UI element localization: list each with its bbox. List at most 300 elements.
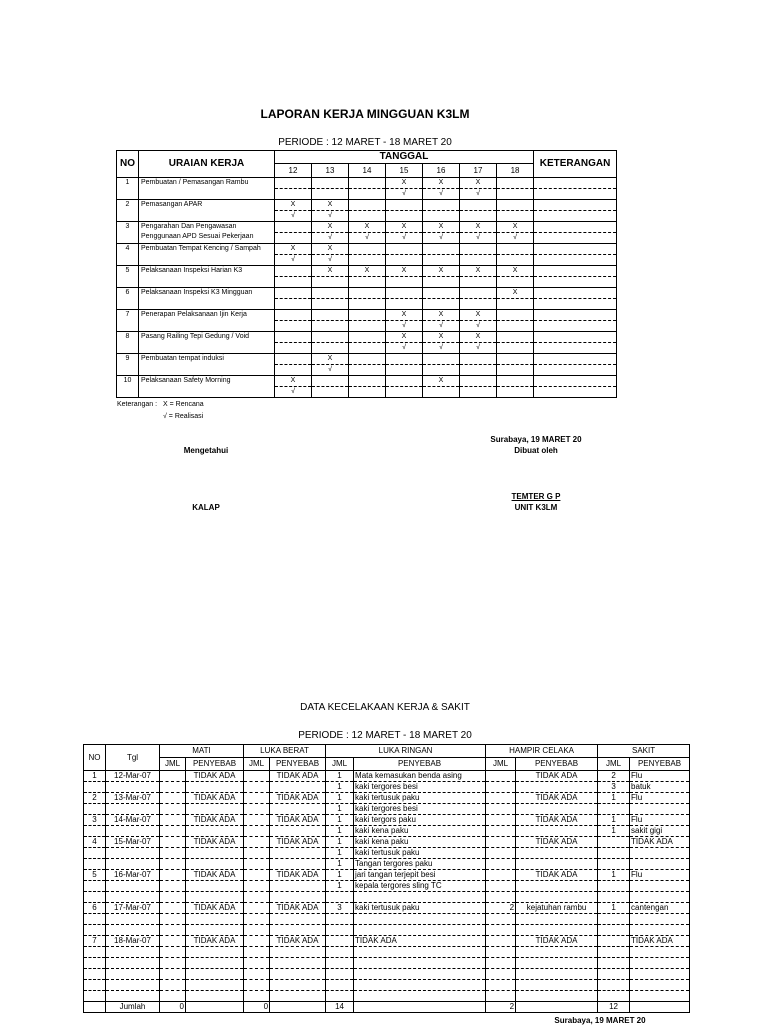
acc-row bbox=[84, 914, 690, 925]
acc-cell: 1 bbox=[598, 826, 630, 837]
mark-cell bbox=[275, 222, 312, 233]
acc-cell bbox=[244, 947, 270, 958]
mark-cell: X bbox=[386, 332, 423, 343]
mark-cell: X bbox=[423, 310, 460, 321]
acc-cell bbox=[486, 936, 516, 947]
acc-cell bbox=[106, 881, 160, 892]
acc-cell bbox=[486, 991, 516, 1002]
acc-cell bbox=[598, 859, 630, 870]
mark-cell: √ bbox=[312, 365, 349, 376]
acc-cell: 0 bbox=[244, 1002, 270, 1013]
acc-cell bbox=[84, 859, 106, 870]
acc-cell bbox=[326, 925, 354, 936]
acc-cell: TIDAK ADA bbox=[186, 771, 244, 782]
mark-cell bbox=[460, 288, 497, 299]
acc-cell bbox=[84, 980, 106, 991]
acc-cell: TIDAK ADA bbox=[186, 870, 244, 881]
acc-group-luka-ringan: LUKA RINGAN bbox=[326, 745, 486, 758]
mark-cell bbox=[312, 310, 349, 321]
acc-cell bbox=[354, 914, 486, 925]
mark-cell bbox=[275, 332, 312, 343]
row-description-line2 bbox=[141, 298, 274, 308]
row-number: 2 bbox=[117, 200, 139, 222]
mark-cell bbox=[423, 354, 460, 365]
mark-cell: X bbox=[349, 266, 386, 277]
acc-cell bbox=[106, 848, 160, 859]
acc-cell: 13-Mar-07 bbox=[106, 793, 160, 804]
acc-cell: Flu bbox=[630, 870, 690, 881]
keterangan-cell bbox=[534, 343, 617, 354]
acc-cell bbox=[186, 980, 244, 991]
mark-cell bbox=[275, 189, 312, 200]
mark-cell bbox=[423, 211, 460, 222]
acc-cell: TIDAK ADA bbox=[354, 936, 486, 947]
mark-cell: X bbox=[460, 178, 497, 189]
day-header: 12 bbox=[275, 164, 312, 178]
mark-cell bbox=[349, 211, 386, 222]
acc-cell bbox=[160, 925, 186, 936]
mark-cell bbox=[349, 365, 386, 376]
acc-cell bbox=[160, 936, 186, 947]
mark-cell bbox=[386, 354, 423, 365]
legend-label: Keterangan : bbox=[117, 401, 158, 408]
acc-sub-penyebab: PENYEBAB bbox=[630, 758, 690, 771]
acc-cell: 1 bbox=[598, 793, 630, 804]
row-description: Pelaksanaan Inspeksi Harian K3 bbox=[141, 267, 243, 274]
acc-cell: TIDAK ADA bbox=[516, 771, 598, 782]
mark-cell: X bbox=[423, 376, 460, 387]
signature-left-name: KALAP bbox=[192, 503, 220, 512]
acc-cell bbox=[244, 848, 270, 859]
acc-cell bbox=[630, 958, 690, 969]
mark-cell bbox=[386, 277, 423, 288]
mark-cell bbox=[349, 189, 386, 200]
acc-cell bbox=[354, 969, 486, 980]
row-description: Pemasangan APAR bbox=[141, 201, 203, 208]
acc-cell bbox=[598, 914, 630, 925]
acc-cell: TIDAK ADA bbox=[270, 793, 326, 804]
mark-cell: X bbox=[460, 266, 497, 277]
row-description: Pasang Railing Tepi Gedung / Void bbox=[141, 333, 250, 340]
acc-cell: 3 bbox=[326, 903, 354, 914]
day-header: 17 bbox=[460, 164, 497, 178]
acc-cell: TIDAK ADA bbox=[270, 837, 326, 848]
acc-cell: batuk bbox=[630, 782, 690, 793]
acc-cell bbox=[244, 782, 270, 793]
mark-cell bbox=[386, 255, 423, 266]
acc-cell bbox=[160, 980, 186, 991]
acc-cell bbox=[630, 914, 690, 925]
mark-cell bbox=[497, 178, 534, 189]
acc-cell bbox=[244, 892, 270, 903]
mark-cell bbox=[497, 200, 534, 211]
keterangan-cell bbox=[534, 189, 617, 200]
mark-cell bbox=[349, 255, 386, 266]
col-uraian: URAIAN KERJA bbox=[139, 151, 275, 178]
acc-cell: 7 bbox=[84, 936, 106, 947]
col-tanggal: TANGGAL bbox=[275, 151, 534, 164]
acc-cell: TIDAK ADA bbox=[516, 936, 598, 947]
row-number: 8 bbox=[117, 332, 139, 354]
acc-cell bbox=[84, 892, 106, 903]
mark-cell bbox=[312, 277, 349, 288]
acc-cell bbox=[160, 804, 186, 815]
acc-cell: 1 bbox=[326, 848, 354, 859]
row-number: 9 bbox=[117, 354, 139, 376]
mark-cell bbox=[275, 354, 312, 365]
acc-cell: cantengan bbox=[630, 903, 690, 914]
acc-cell bbox=[106, 925, 160, 936]
acc-cell bbox=[160, 859, 186, 870]
acc-cell: TIDAK ADA bbox=[270, 870, 326, 881]
acc-cell: 1 bbox=[326, 815, 354, 826]
keterangan-cell bbox=[534, 354, 617, 365]
keterangan-cell bbox=[534, 365, 617, 376]
acc-cell: 1 bbox=[326, 870, 354, 881]
mark-cell: X bbox=[386, 266, 423, 277]
acc-cell bbox=[186, 881, 244, 892]
row-number: 5 bbox=[117, 266, 139, 288]
acc-cell bbox=[598, 947, 630, 958]
acc-cell: 4 bbox=[84, 837, 106, 848]
acc-cell bbox=[326, 969, 354, 980]
acc-row bbox=[84, 793, 690, 804]
acc-row bbox=[84, 958, 690, 969]
mark-cell bbox=[460, 354, 497, 365]
mark-cell bbox=[312, 299, 349, 310]
acc-cell bbox=[270, 914, 326, 925]
mark-cell bbox=[460, 365, 497, 376]
mark-cell bbox=[386, 387, 423, 398]
acc-cell bbox=[160, 903, 186, 914]
report-row bbox=[117, 310, 617, 321]
acc-cell bbox=[244, 793, 270, 804]
acc-sub-jml: JML bbox=[244, 758, 270, 771]
acc-cell bbox=[516, 892, 598, 903]
acc-cell bbox=[270, 947, 326, 958]
mark-cell bbox=[497, 321, 534, 332]
mark-cell: X bbox=[497, 222, 534, 233]
acc-cell bbox=[598, 925, 630, 936]
mark-cell bbox=[497, 365, 534, 376]
report-row bbox=[117, 222, 617, 233]
keterangan-cell bbox=[534, 233, 617, 244]
acc-cell bbox=[160, 947, 186, 958]
acc-cell bbox=[630, 925, 690, 936]
acc-cell bbox=[326, 914, 354, 925]
keterangan-cell bbox=[534, 321, 617, 332]
mark-cell: √ bbox=[275, 387, 312, 398]
acc-cell bbox=[270, 881, 326, 892]
acc-cell bbox=[84, 958, 106, 969]
acc-cell bbox=[516, 914, 598, 925]
mark-cell: √ bbox=[386, 321, 423, 332]
acc-cell bbox=[630, 848, 690, 859]
acc-cell bbox=[516, 848, 598, 859]
acc-cell bbox=[326, 958, 354, 969]
mark-cell: X bbox=[423, 178, 460, 189]
acc-cell bbox=[630, 804, 690, 815]
signature-place-date: Surabaya, 19 MARET 20 bbox=[490, 435, 582, 444]
acc-cell bbox=[270, 980, 326, 991]
acc-cell bbox=[160, 782, 186, 793]
acc-cell: 12-Mar-07 bbox=[106, 771, 160, 782]
report-row bbox=[117, 244, 617, 255]
mark-cell bbox=[497, 332, 534, 343]
mark-cell: X bbox=[423, 332, 460, 343]
mark-cell bbox=[497, 343, 534, 354]
row-description: Pembuatan / Pemasangan Rambu bbox=[141, 179, 249, 186]
mark-cell bbox=[312, 189, 349, 200]
acc-cell bbox=[486, 947, 516, 958]
acc-sub-penyebab: PENYEBAB bbox=[186, 758, 244, 771]
acc-cell bbox=[486, 848, 516, 859]
acc-cell bbox=[270, 925, 326, 936]
mark-cell bbox=[423, 255, 460, 266]
mark-cell: X bbox=[275, 376, 312, 387]
acc-cell bbox=[186, 969, 244, 980]
mark-cell bbox=[460, 277, 497, 288]
acc-cell bbox=[186, 925, 244, 936]
report-period: PERIODE : 12 MARET - 18 MARET 20 bbox=[278, 137, 452, 148]
acc-cell bbox=[486, 969, 516, 980]
acc-cell bbox=[598, 892, 630, 903]
keterangan-cell bbox=[534, 255, 617, 266]
keterangan-cell bbox=[534, 200, 617, 211]
acc-cell bbox=[160, 771, 186, 782]
mark-cell bbox=[312, 178, 349, 189]
mark-cell: √ bbox=[386, 189, 423, 200]
acc-cell bbox=[186, 991, 244, 1002]
mark-cell: X bbox=[497, 288, 534, 299]
acc-cell bbox=[106, 826, 160, 837]
acc-row bbox=[84, 848, 690, 859]
mark-cell bbox=[497, 376, 534, 387]
mark-cell: X bbox=[312, 354, 349, 365]
mark-cell bbox=[275, 266, 312, 277]
acc-cell bbox=[354, 980, 486, 991]
row-description-line2 bbox=[141, 364, 274, 374]
acc-col-tgl: Tgl bbox=[106, 745, 160, 771]
acc-cell bbox=[270, 1002, 326, 1013]
acc-cell bbox=[186, 804, 244, 815]
row-number: 10 bbox=[117, 376, 139, 398]
acc-cell bbox=[486, 892, 516, 903]
acc-row bbox=[84, 969, 690, 980]
mark-cell: X bbox=[423, 266, 460, 277]
acc-cell: Flu bbox=[630, 771, 690, 782]
acc-cell bbox=[630, 892, 690, 903]
acc-cell: sakit gigi bbox=[630, 826, 690, 837]
row-number: 1 bbox=[117, 178, 139, 200]
acc-cell bbox=[598, 848, 630, 859]
acc-group-hampir-celaka: HAMPIR CELAKA bbox=[486, 745, 598, 758]
acc-cell bbox=[244, 859, 270, 870]
acc-sub-penyebab: PENYEBAB bbox=[354, 758, 486, 771]
day-header: 14 bbox=[349, 164, 386, 178]
mark-cell: √ bbox=[423, 343, 460, 354]
row-description-line2 bbox=[141, 254, 274, 264]
mark-cell bbox=[423, 288, 460, 299]
acc-cell bbox=[486, 826, 516, 837]
acc-cell bbox=[84, 881, 106, 892]
acc-total-row bbox=[84, 1002, 690, 1013]
mark-cell: X bbox=[386, 178, 423, 189]
mark-cell bbox=[312, 376, 349, 387]
acc-cell bbox=[270, 782, 326, 793]
acc-cell: 14-Mar-07 bbox=[106, 815, 160, 826]
mark-cell: √ bbox=[349, 233, 386, 244]
acc-cell: Mata kemasukan benda asing bbox=[354, 771, 486, 782]
acc-cell: 1 bbox=[326, 859, 354, 870]
mark-cell: X bbox=[275, 200, 312, 211]
acc-cell bbox=[186, 947, 244, 958]
mark-cell bbox=[275, 233, 312, 244]
mark-cell bbox=[312, 321, 349, 332]
keterangan-cell bbox=[534, 211, 617, 222]
acc-cell: 12 bbox=[598, 1002, 630, 1013]
day-header: 15 bbox=[386, 164, 423, 178]
acc-cell bbox=[160, 991, 186, 1002]
acc-group-sakit: SAKIT bbox=[598, 745, 690, 758]
acc-row bbox=[84, 980, 690, 991]
mark-cell bbox=[312, 387, 349, 398]
acc-cell bbox=[516, 859, 598, 870]
acc-cell bbox=[106, 859, 160, 870]
acc-cell bbox=[106, 969, 160, 980]
acc-cell: Flu bbox=[630, 815, 690, 826]
acc-cell: 2 bbox=[84, 793, 106, 804]
acc-sub-jml: JML bbox=[486, 758, 516, 771]
mark-cell: X bbox=[497, 266, 534, 277]
mark-cell bbox=[349, 387, 386, 398]
acc-cell bbox=[244, 936, 270, 947]
mark-cell: √ bbox=[460, 189, 497, 200]
mark-cell bbox=[349, 321, 386, 332]
acc-cell: TIDAK ADA bbox=[270, 771, 326, 782]
acc-cell bbox=[598, 881, 630, 892]
report-title: LAPORAN KERJA MINGGUAN K3LM bbox=[260, 107, 470, 121]
row-number: 4 bbox=[117, 244, 139, 266]
acc-cell bbox=[84, 782, 106, 793]
footer-place-date: Surabaya, 19 MARET 20 bbox=[554, 1016, 646, 1025]
mark-cell bbox=[497, 211, 534, 222]
acc-cell bbox=[84, 804, 106, 815]
acc-cell: kepala tergores sling TC bbox=[354, 881, 486, 892]
acc-sub-penyebab: PENYEBAB bbox=[516, 758, 598, 771]
mark-cell bbox=[275, 343, 312, 354]
report-row bbox=[117, 266, 617, 277]
acc-cell: kaki tertusuk paku bbox=[354, 903, 486, 914]
keterangan-cell bbox=[534, 288, 617, 299]
acc-cell bbox=[326, 991, 354, 1002]
acc-cell bbox=[326, 892, 354, 903]
keterangan-cell bbox=[534, 266, 617, 277]
acc-cell: 2 bbox=[598, 771, 630, 782]
acc-cell: TIDAK ADA bbox=[516, 837, 598, 848]
acc-cell bbox=[598, 969, 630, 980]
mark-cell bbox=[386, 299, 423, 310]
row-description: Penerapan Pelaksanaan Ijin Kerja bbox=[141, 311, 247, 318]
acc-cell bbox=[630, 881, 690, 892]
legend-check: √ = Realisasi bbox=[163, 413, 204, 420]
acc-cell: TIDAK ADA bbox=[516, 793, 598, 804]
mark-cell bbox=[349, 244, 386, 255]
acc-cell bbox=[244, 969, 270, 980]
acc-cell bbox=[160, 837, 186, 848]
acc-cell bbox=[270, 859, 326, 870]
acc-cell bbox=[486, 980, 516, 991]
keterangan-cell bbox=[534, 332, 617, 343]
acc-cell: 1 bbox=[84, 771, 106, 782]
acc-cell bbox=[84, 991, 106, 1002]
acc-cell bbox=[160, 793, 186, 804]
acc-cell bbox=[486, 958, 516, 969]
mark-cell bbox=[460, 387, 497, 398]
acc-cell bbox=[354, 947, 486, 958]
acc-cell bbox=[516, 881, 598, 892]
acc-cell bbox=[244, 826, 270, 837]
mark-cell bbox=[460, 255, 497, 266]
acc-cell bbox=[270, 826, 326, 837]
acc-cell bbox=[486, 914, 516, 925]
accident-table bbox=[83, 744, 690, 1013]
acc-cell: 1 bbox=[326, 804, 354, 815]
acc-row bbox=[84, 771, 690, 782]
acc-row bbox=[84, 870, 690, 881]
acc-cell bbox=[160, 848, 186, 859]
acc-cell bbox=[598, 958, 630, 969]
acc-cell: 17-Mar-07 bbox=[106, 903, 160, 914]
mark-cell bbox=[349, 178, 386, 189]
acc-cell bbox=[270, 969, 326, 980]
mark-cell bbox=[349, 277, 386, 288]
acc-cell bbox=[84, 848, 106, 859]
acc-cell: TIDAK ADA bbox=[630, 936, 690, 947]
accident-period: PERIODE : 12 MARET - 18 MARET 20 bbox=[298, 730, 472, 741]
acc-cell bbox=[630, 947, 690, 958]
acc-cell bbox=[160, 826, 186, 837]
keterangan-cell bbox=[534, 178, 617, 189]
acc-cell bbox=[106, 914, 160, 925]
acc-row bbox=[84, 991, 690, 1002]
mark-cell bbox=[423, 299, 460, 310]
mark-cell bbox=[349, 376, 386, 387]
acc-cell: kaki tertusuk paku bbox=[354, 848, 486, 859]
mark-cell: √ bbox=[312, 255, 349, 266]
row-description: Pelaksanaan Safety Morning bbox=[141, 377, 231, 384]
mark-cell: √ bbox=[386, 233, 423, 244]
acc-cell bbox=[244, 903, 270, 914]
acc-cell bbox=[516, 804, 598, 815]
col-no: NO bbox=[117, 151, 139, 178]
mark-cell: X bbox=[312, 222, 349, 233]
acc-cell bbox=[244, 870, 270, 881]
acc-cell: kaki tergors paku bbox=[354, 815, 486, 826]
acc-cell: 18-Mar-07 bbox=[106, 936, 160, 947]
mark-cell: √ bbox=[386, 343, 423, 354]
acc-cell: Flu bbox=[630, 793, 690, 804]
mark-cell: X bbox=[312, 244, 349, 255]
acc-cell bbox=[486, 771, 516, 782]
row-number: 7 bbox=[117, 310, 139, 332]
mark-cell bbox=[349, 310, 386, 321]
acc-sub-penyebab: PENYEBAB bbox=[270, 758, 326, 771]
mark-cell: √ bbox=[497, 233, 534, 244]
acc-cell bbox=[270, 991, 326, 1002]
mark-cell: X bbox=[312, 266, 349, 277]
keterangan-cell bbox=[534, 387, 617, 398]
